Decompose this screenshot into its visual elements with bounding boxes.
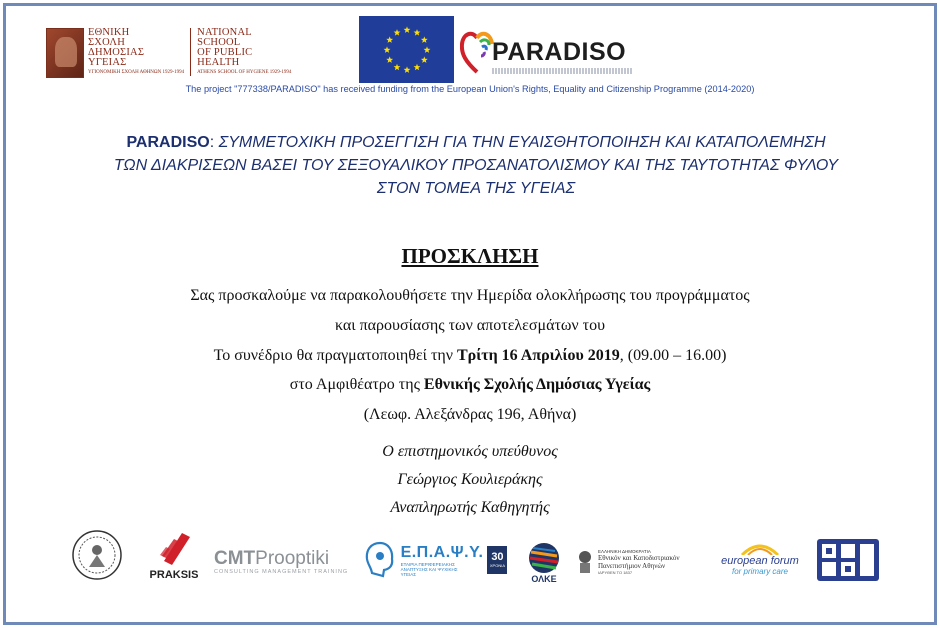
olke-text: ΟΛΚΕ — [531, 574, 557, 584]
project-title-line-3: ΣΤΟΝ ΤΟΜΕΑ ΤΗΣ ΥΓΕΙΑΣ — [376, 180, 576, 197]
event-date: Τρίτη 16 Απριλίου 2019 — [457, 347, 620, 364]
venue-name: Εθνικής Σχολής Δημόσιας Υγείας — [423, 376, 651, 393]
project-title-line-1 — [96, 131, 856, 154]
invitation-line-4 — [6, 376, 934, 394]
paradiso-logo-strip — [492, 68, 632, 74]
olke-logo — [522, 538, 566, 588]
eu-flag-icon — [359, 16, 454, 83]
project-title-line-2: ΤΩΝ ΔΙΑΚΡΙΣΕΩΝ ΒΑΣΕΙ ΤΟΥ ΣΕΞΟΥΑΛΙΚΟΥ ΠΡΟΣΑΝΑΤΟΛΙΣΜΟΥ ΚΑΙ ΤΗΣ ΤΑΥΤΟΤΗΤΑΣ ΦΥΛΟΥ — [113, 157, 839, 174]
paradiso-logo-text: PARADISO — [492, 38, 627, 66]
uoa-line-1: ΕΛΛΗΝΙΚΗ ΔΗΜΟΚΡΑΤΙΑ — [598, 549, 651, 554]
praksis-mark-icon — [154, 531, 194, 569]
cmt-prooptiki-logo — [214, 542, 356, 582]
venue-address: (Λεωφ. Αλεξάνδρας 196, Αθήνα) — [363, 406, 577, 423]
epapsy-subtitle: ΕΤΑΙΡΙΑ ΠΕΡΙΦΕΡΕΙΑΚΗΣ ΑΝΑΠΤΥΞΗΣ ΚΑΙ ΨΥΧΙΚΗΣ ΥΓΕΙΑΣ — [400, 561, 458, 577]
invitation-line-2: και παρουσίασης των αποτελεσμάτων του — [334, 317, 606, 334]
uoa-logo — [576, 542, 706, 582]
school-english-name — [197, 28, 291, 76]
school-english-line: HEALTH — [197, 57, 240, 68]
uoa-line-3: Πανεπιστήμιον Αθηνών — [598, 562, 666, 570]
olke-globe-icon — [528, 542, 560, 574]
university-seal-icon — [71, 529, 123, 581]
project-title — [96, 131, 856, 200]
eu-star-icon — [393, 29, 400, 36]
prooptiki-text: Prooptiki — [255, 548, 330, 569]
epapsy-years-label: ΧΡΟΝΙΑ — [489, 563, 505, 568]
signature-title: Αναπληρωτής Καθηγητής — [390, 499, 550, 516]
invitation-heading: ΠΡΟΣΚΛΗΣΗ — [401, 244, 539, 268]
efpc-sun-icon — [740, 541, 780, 555]
eu-star-icon — [413, 63, 420, 70]
school-portrait-image — [46, 28, 84, 78]
epapsy-years-number: 30 — [491, 551, 504, 563]
efpc-line-1: european forum — [721, 554, 799, 567]
school-english-line: NATIONAL — [197, 27, 252, 38]
university-seal-logo — [70, 528, 124, 582]
invitation-line-1: Σας προσκαλούμε να παρακολουθήσετε την Ημερίδα ολοκλήρωσης του προγράμματος — [190, 287, 750, 304]
project-title-brand: PARADISO — [126, 134, 210, 151]
school-greek-line: ΥΓΕΙΑΣ — [88, 57, 127, 68]
eu-star-icon — [423, 46, 430, 53]
eu-star-icon — [383, 46, 390, 53]
project-title-separator: : — [209, 134, 219, 151]
school-greek-line: ΔΗΜΟΣΙΑΣ — [88, 47, 145, 58]
uoa-line-2: Εθνικόν και Καποδιστριακόν — [598, 554, 680, 562]
eu-star-icon — [420, 56, 427, 63]
paradiso-logo — [458, 16, 638, 83]
event-date-prefix: Το συνέδριο θα πραγματοποιηθεί την — [213, 347, 457, 364]
eu-star-icon — [413, 29, 420, 36]
epapsy-30-years-badge — [487, 546, 507, 574]
cmt-prooptiki-wordmark — [214, 549, 329, 569]
school-greek-subtitle: ΥΓΙΟΝΟΜΙΚΗ ΣΧΟΛΗ ΑΘΗΝΩΝ 1929-1994 — [88, 70, 185, 75]
signature-name: Γεώργιος Κουλιεράκης — [397, 471, 543, 488]
eu-star-icon — [386, 56, 393, 63]
uoa-line-4: ΙΔΡΥΘΕΝ ΤΟ 1837 — [598, 570, 633, 575]
venue-prefix: στο Αμφιθέατρο της — [289, 376, 424, 393]
eu-stars-icon — [372, 20, 442, 80]
event-time: , (09.00 – 16.00) — [619, 347, 727, 364]
epapsy-logo — [362, 536, 508, 584]
praksis-logo-text: PRAKSIS — [149, 569, 199, 581]
partner-blocks-logo — [814, 536, 882, 584]
eu-star-icon — [420, 36, 427, 43]
signature-role: Ο επιστημονικός υπεύθυνος — [382, 443, 558, 460]
eu-star-icon — [403, 66, 410, 73]
funding-note: The project "777338/PARADISO" has received funding from the European Union's Rights, Equality and Citizenship Programme (2014-2020) — [185, 84, 755, 94]
school-english-line: SCHOOL — [197, 37, 241, 48]
uoa-crest-icon — [576, 549, 594, 575]
eu-star-icon — [403, 26, 410, 33]
cmt-text: CMT — [214, 548, 256, 569]
epapsy-head-icon — [363, 540, 397, 580]
school-greek-name — [88, 28, 184, 76]
invitation-line-3 — [6, 347, 934, 365]
school-english-subtitle: ATHENS SCHOOL OF HYGIENE 1929-1994 — [197, 70, 292, 75]
school-english-line: OF PUBLIC — [197, 47, 253, 58]
page-frame — [3, 3, 937, 625]
rainbow-heart-icon — [460, 26, 494, 76]
school-divider — [190, 28, 191, 76]
partner-blocks-icon — [817, 539, 879, 581]
epapsy-text: Ε.Π.Α.Ψ.Υ. — [400, 543, 484, 561]
eu-star-icon — [393, 63, 400, 70]
eu-star-icon — [386, 36, 393, 43]
school-greek-line: ΣΧΟΛΗ — [88, 37, 125, 48]
efpc-line-2: for primary care — [731, 566, 788, 576]
school-greek-line: ΕΘΝΙΚΗ — [88, 27, 130, 38]
cmt-tagline: CONSULTING MANAGEMENT TRAINING — [214, 569, 349, 575]
school-logo — [46, 28, 291, 78]
praksis-logo — [144, 526, 204, 586]
efpc-logo — [710, 534, 810, 582]
project-title-text: ΣΥΜΜΕΤΟΧΙΚΗ ΠΡΟΣΕΓΓΙΣΗ ΓΙΑ ΤΗΝ ΕΥΑΙΣΘΗΤΟΠΟΙΗΣΗ ΚΑΙ ΚΑΤΑΠΟΛΕΜΗΣΗ — [218, 134, 826, 151]
